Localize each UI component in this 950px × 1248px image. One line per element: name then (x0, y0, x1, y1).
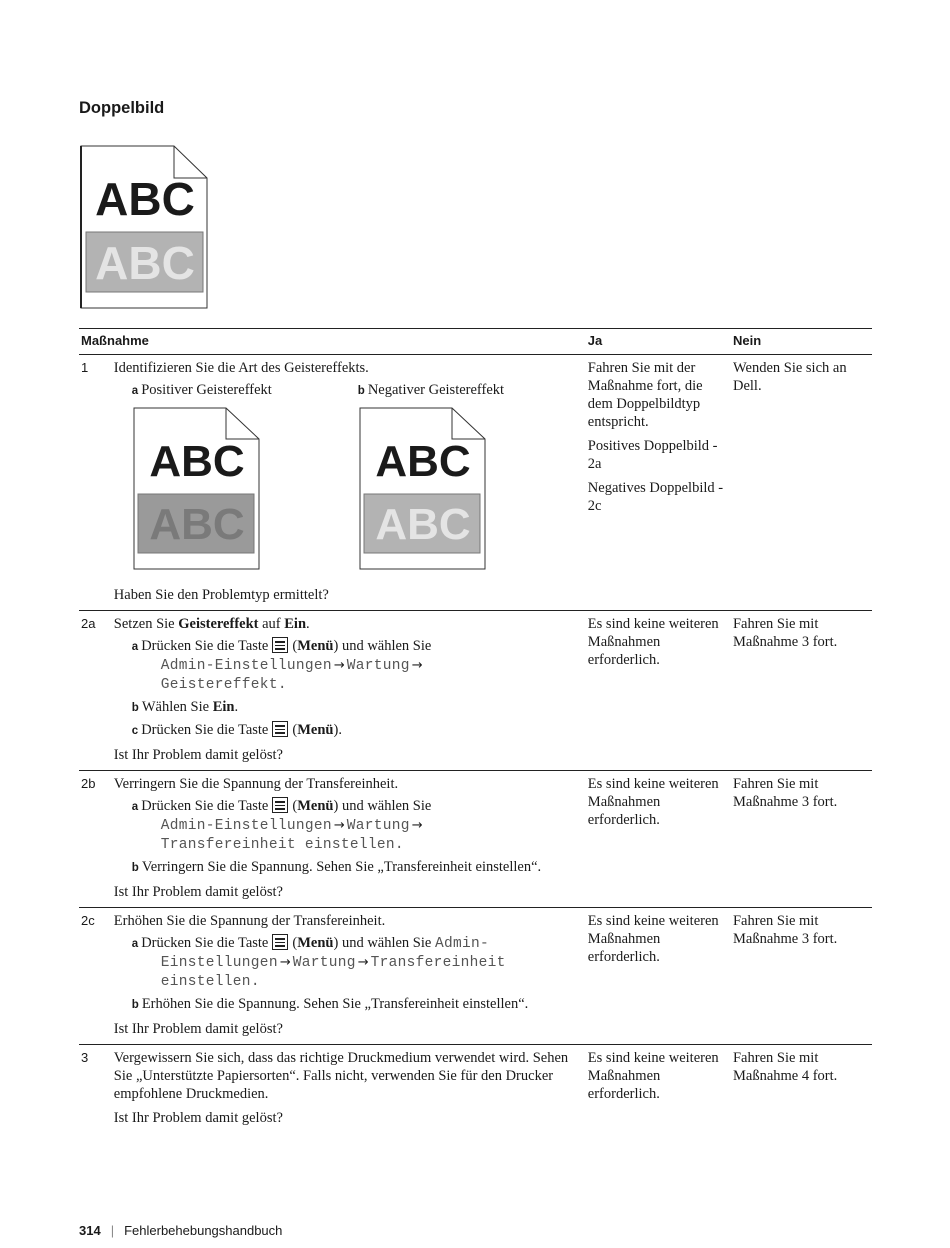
step-number: 2b (79, 771, 112, 908)
step-number: 2c (79, 908, 112, 1045)
sub-step-c: c Drücken Sie die Taste (Menü). (131, 722, 342, 738)
yes-cell: Es sind keine weiteren Maßnahmen erforderlich. (586, 611, 731, 771)
step-intro: Setzen Sie Geistereffekt auf Ein. (113, 616, 310, 632)
table-row (79, 611, 872, 771)
sub-step-a: a Drücken Sie die Taste (Menü) und wählen Sie Admin- Einstellungen → Wartung → Transfereinheit einstellen. (131, 935, 506, 990)
step-question: Ist Ihr Problem damit gelöst? (113, 747, 283, 763)
sub-step-a: a Drücken Sie die Taste (Menü) und wählen Sie Admin-Einstellungen → Wartung → Geistereffekt. (131, 638, 432, 693)
step-question: Ist Ihr Problem damit gelöst? (113, 1110, 283, 1126)
yes-cell: Es sind keine weiteren Maßnahmen erforderlich. (586, 908, 731, 1045)
sub-step-a: a Drücken Sie die Taste (Menü) und wählen Sie Admin-Einstellungen → Wartung → Transfereinheit einstellen. (131, 798, 432, 853)
header-no: Nein (731, 329, 872, 355)
header-action: Maßnahme (79, 329, 586, 355)
hero-abc-text: ABC (95, 173, 195, 225)
sub-letter: b (357, 385, 365, 397)
action-cell (112, 611, 586, 771)
negative-ghost (358, 381, 584, 572)
no-cell: Wenden Sie sich an Dell. (731, 355, 872, 611)
step-intro: Erhöhen Sie die Spannung der Transfereinheit. (113, 913, 386, 929)
negative-ghost-illustration (358, 406, 488, 572)
menu-icon (272, 934, 288, 950)
double-image-illustration (79, 144, 209, 310)
footer-separator: | (110, 1223, 115, 1238)
page-number: 314 (79, 1223, 101, 1238)
yes-cell (586, 355, 731, 611)
table-row (79, 771, 872, 908)
no-cell: Fahren Sie mit Maßnahme 3 fort. (731, 611, 872, 771)
yes-cell: Es sind keine weiteren Maßnahmen erforderlich. (587, 1050, 719, 1102)
table-row (79, 908, 872, 1045)
step-question: Ist Ihr Problem damit gelöst? (113, 1021, 283, 1037)
yes-text: Fahren Sie mit der Maßnahme fort, die dem Doppelbildtyp entspricht. (587, 360, 703, 430)
action-cell (112, 355, 586, 611)
negative-ghost-text: ABC (375, 500, 471, 549)
positive-abc-text: ABC (149, 437, 245, 486)
step-intro: Identifizieren Sie die Art des Geistereffekts. (113, 360, 369, 376)
positive-ghost-text: ABC (149, 500, 245, 549)
no-cell: Fahren Sie mit Maßnahme 3 fort. (731, 908, 872, 1045)
table-row (79, 355, 872, 611)
sub-letter: a (131, 385, 139, 397)
action-cell (112, 771, 586, 908)
footer-title: Fehlerbehebungshandbuch (124, 1223, 283, 1238)
hero-ghost-text: ABC (95, 237, 195, 289)
table-row (79, 1045, 872, 1134)
action-cell (112, 908, 586, 1045)
sub-step-b: b Erhöhen Sie die Spannung. Sehen Sie „Transfereinheit einstellen“. (131, 996, 529, 1012)
sub-step-b: b Verringern Sie die Spannung. Sehen Sie „Transfereinheit einstellen“. (131, 859, 542, 875)
positive-ghost (132, 381, 358, 572)
yes-cell: Es sind keine weiteren Maßnahmen erforderlich. (586, 771, 731, 908)
step-number: 2a (79, 611, 112, 771)
yes-text-negative: Negatives Doppelbild - 2c (587, 480, 724, 514)
page-footer (79, 1222, 282, 1240)
step-number: 3 (81, 1050, 89, 1065)
no-cell: Fahren Sie mit Maßnahme 4 fort. (732, 1050, 838, 1084)
yes-text-positive: Positives Doppelbild - 2a (587, 438, 718, 472)
sub-step-b: b Wählen Sie Ein. (131, 699, 239, 715)
menu-icon (272, 721, 288, 737)
action-cell (112, 1045, 586, 1134)
menu-icon (272, 797, 288, 813)
positive-ghost-label: Positiver Geistereffekt (141, 382, 272, 398)
ghost-types (132, 381, 584, 572)
troubleshooting-table (79, 328, 872, 1133)
table-header-row (79, 329, 872, 355)
step-text: Vergewissern Sie sich, dass das richtige Druckmedium verwendet wird. Sehen Sie „Unterstützte Papiersorten“. Falls nicht, verwenden Sie für den Drucker empfohlene Druckmedien. (113, 1050, 569, 1102)
section-heading: Doppelbild (79, 99, 165, 117)
step-number: 1 (79, 355, 112, 611)
step-question: Haben Sie den Problemtyp ermittelt? (113, 587, 329, 603)
negative-ghost-label: Negativer Geistereffekt (367, 382, 505, 398)
positive-ghost-illustration (132, 406, 262, 572)
step-intro: Verringern Sie die Spannung der Transfereinheit. (113, 776, 399, 792)
menu-icon (272, 637, 288, 653)
header-yes: Ja (586, 329, 731, 355)
step-question: Ist Ihr Problem damit gelöst? (113, 884, 283, 900)
no-cell: Fahren Sie mit Maßnahme 3 fort. (731, 771, 872, 908)
negative-abc-text: ABC (375, 437, 471, 486)
